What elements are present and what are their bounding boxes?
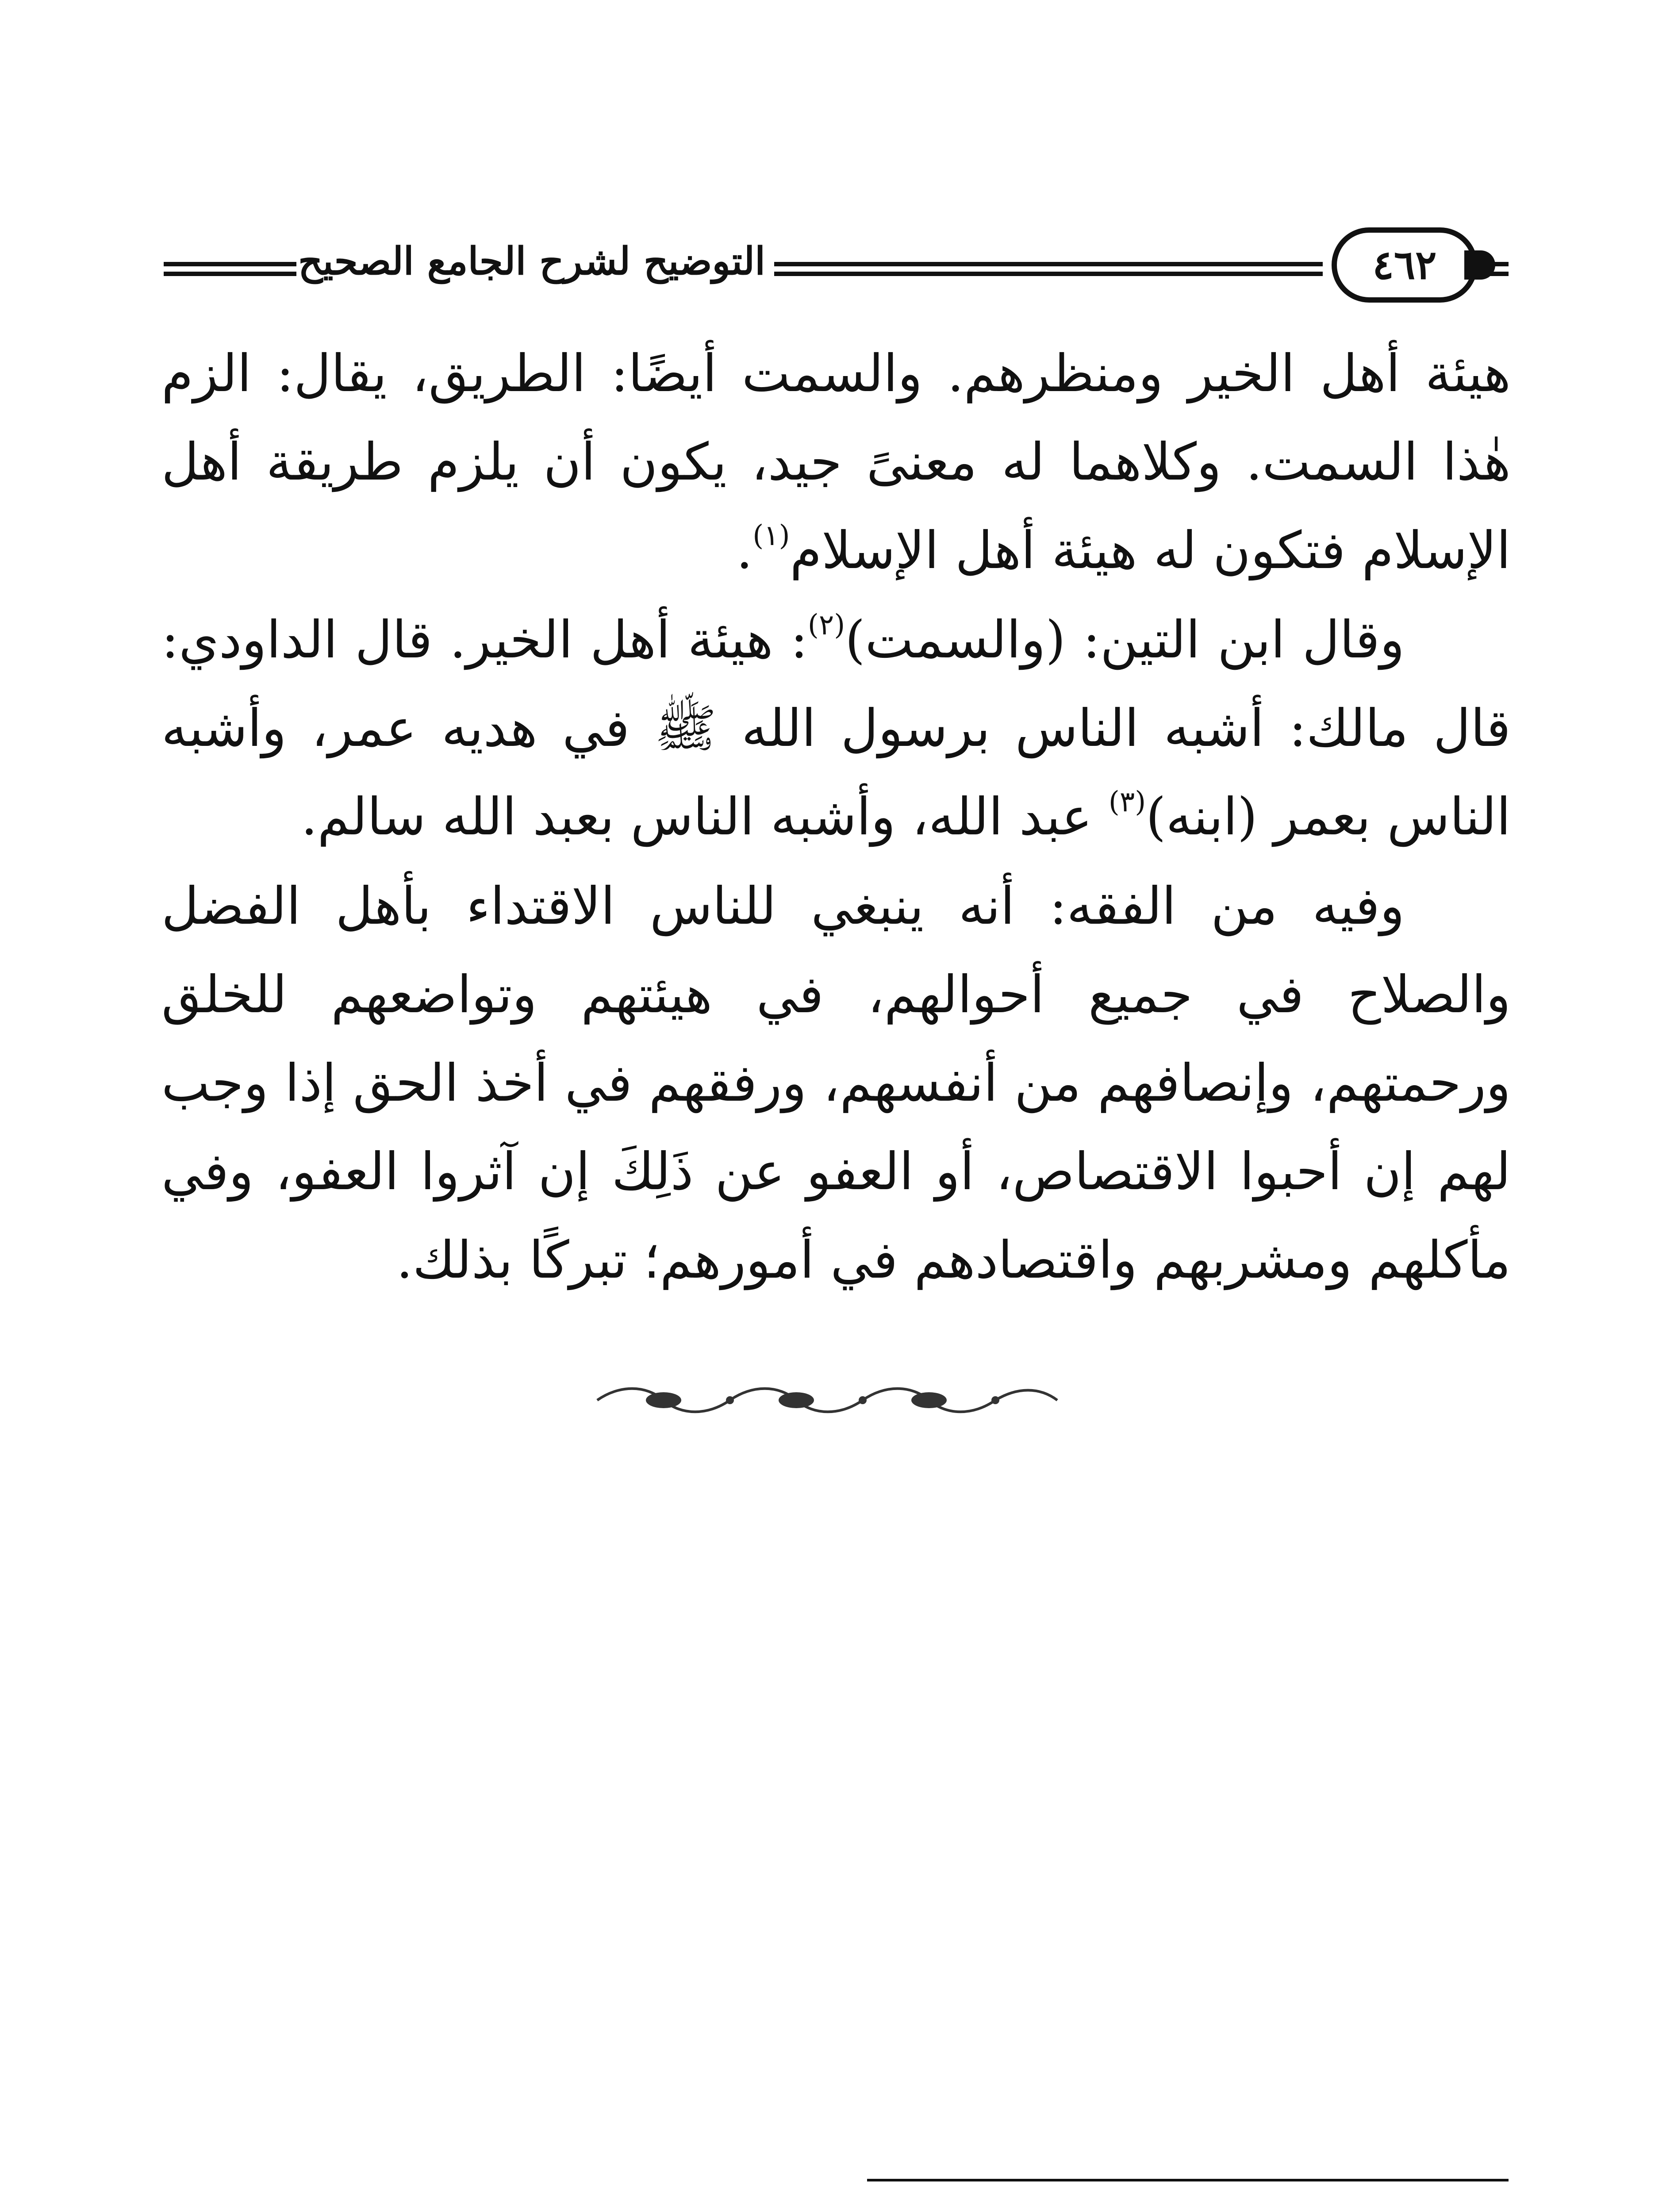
footnotes [619,2201,1513,2212]
header-rule-right [1482,262,1509,266]
page-number: ٤٦٢ [1372,242,1437,288]
page-number-frame [1332,227,1478,303]
header-rule-left [164,262,296,266]
footnote-item [619,2201,1513,2212]
floral-divider-icon [584,1380,1071,1420]
paragraph: وقال ابن التين: (والسمت)$^{(٢)}$: هيئة أهل الخير. قال الداودي: قال مالك: أشبه الناس برسول الله ﷺ في هديه عمر، وأشبه الناس بعمر (ابنه)$^{(٣)}$ عبد الله، وأشبه الناس بعبد الله سالم. [161,609,1511,847]
running-header [164,230,1509,310]
paragraph: وفيه من الفقه: أنه ينبغي للناس الاقتداء بأهل الفضل والصلاح في جميع أحوالهم، في هيئتهم وتواضعهم للخلق ورحمتهم، وإنصافهم من أنفسهم، ورفقهم في أخذ الحق إذا وجب لهم إن أحبوا الاقتصاص، أو العفو عن ذَلِكَ إن آثروا العفو، وفي مأكلهم ومشربهم واقتصادهم في أمورهم؛ تبركًا بذلك. [161,876,1511,1290]
footnote-text [979,2201,1447,2212]
footnote-marker[interactable]: (١) [752,519,790,552]
running-title: التوضيح لشرح الجامع الصحيح [298,239,765,284]
main-text [161,330,1511,1305]
paragraph: هيئة أهل الخير ومنظرهم. والسمت أيضًا: الطريق، يقال: الزم هٰذا السمت. وكلاهما له معنىً جيد، يكون أن يلزم طريقة أهل الإسلام فتكون له هيئة أهل الإسلام$^{(١)}$. [161,344,1511,580]
footnote-number [1447,2201,1513,2212]
footnote-marker[interactable]: (٣) [1108,786,1146,818]
footnote-marker[interactable]: (٢) [807,609,845,641]
footnote-separator [867,2179,1509,2181]
header-rule-middle [774,262,1323,266]
